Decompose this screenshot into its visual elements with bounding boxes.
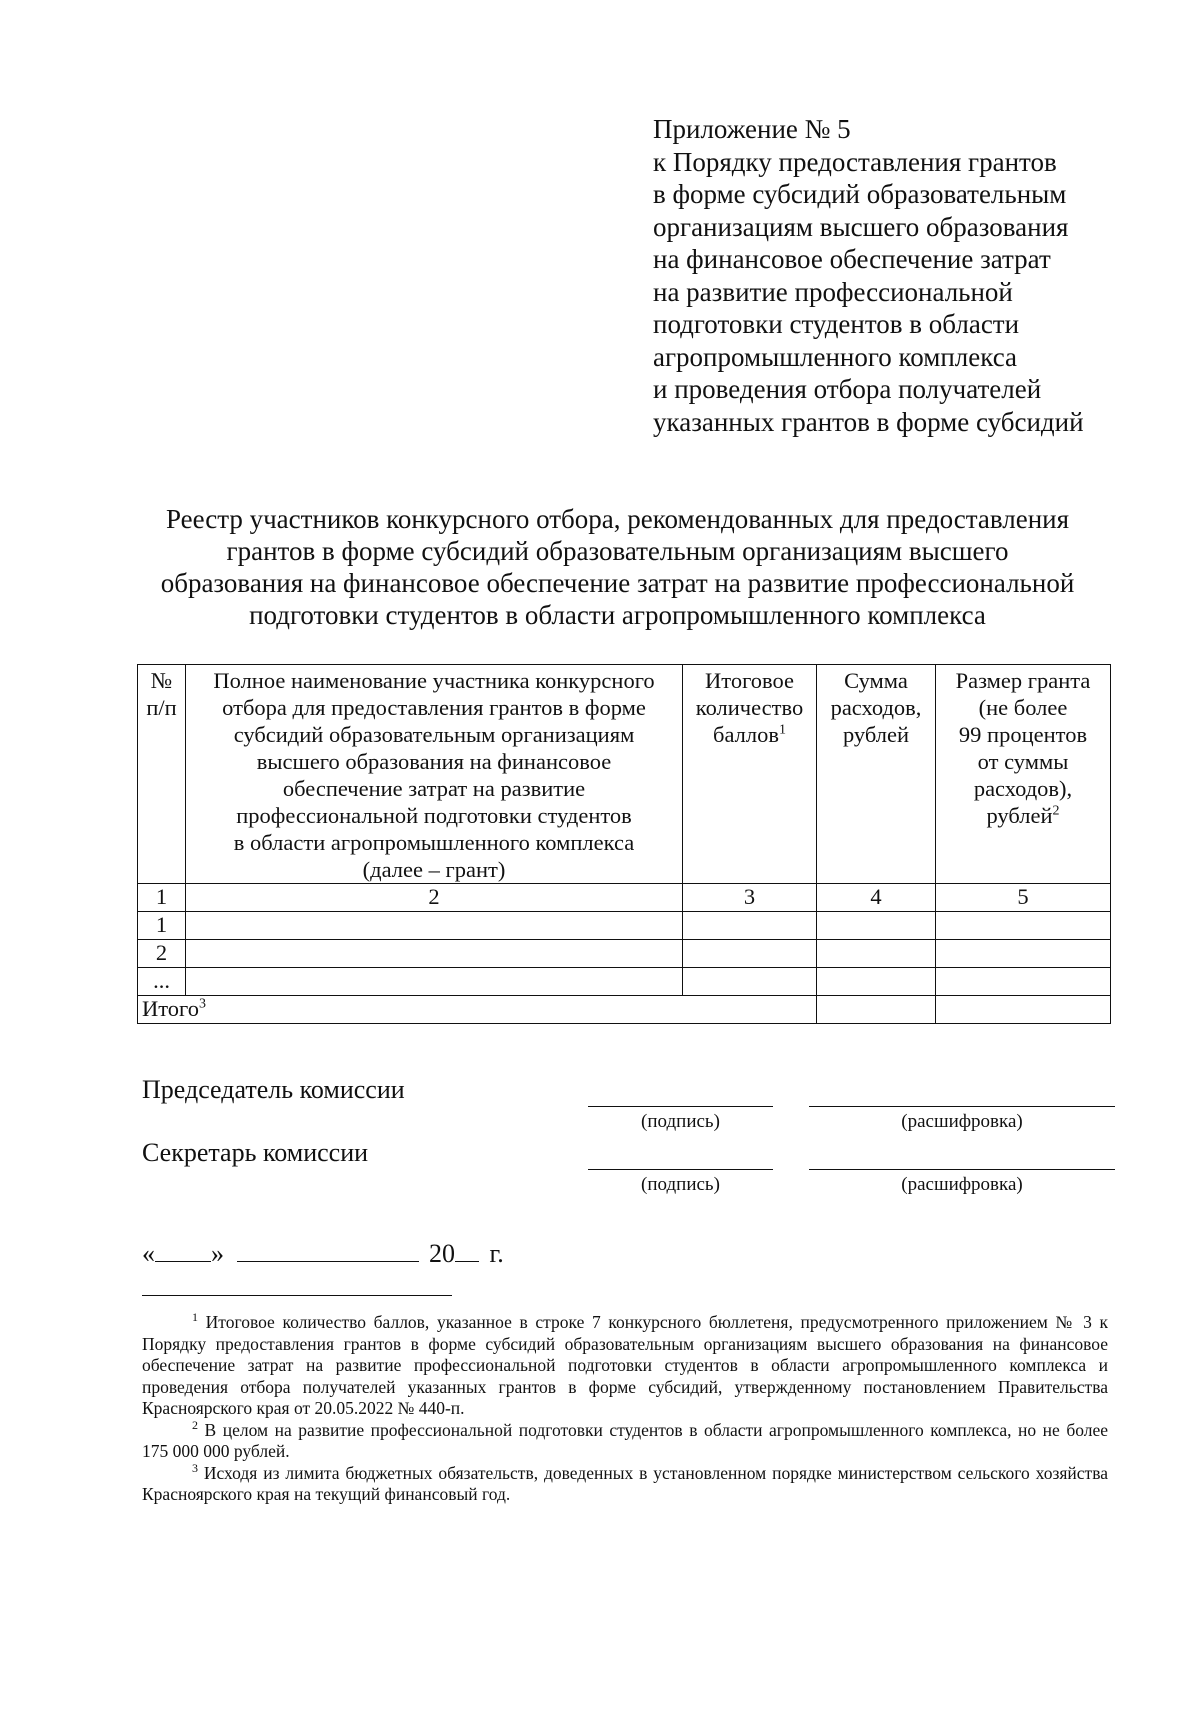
footnote-ref: 2 [1052, 803, 1060, 819]
row-num: ... [138, 968, 186, 996]
appendix-line: в форме субсидий образовательным [653, 179, 1067, 209]
month-blank [237, 1237, 419, 1262]
total-row [138, 996, 1111, 1024]
secretary-decoding-line [809, 1169, 1115, 1170]
registry-title-line: Реестр участников конкурсного отбора, рекомендованных для предоставления [165, 504, 1070, 534]
year-suffix: г. [489, 1239, 504, 1268]
header-expenses: Сумма расходов, рублей [817, 665, 936, 884]
appendix-line: подготовки студентов в области [653, 309, 1020, 339]
total-expenses-cell [817, 996, 936, 1024]
appendix-line: на финансовое обеспечение затрат [653, 244, 1051, 274]
row-name-cell [186, 912, 683, 940]
registry-title-line: подготовки студентов в области агропромышленного комплекса [249, 600, 986, 630]
chairman-signature-caption: (подпись) [641, 1111, 720, 1132]
total-grant-cell [936, 996, 1111, 1024]
row-expenses-cell [817, 968, 936, 996]
footnote-ref: 1 [778, 722, 786, 738]
total-label-cell [138, 996, 817, 1024]
row-num: 2 [138, 940, 186, 968]
chairman-decoding-caption: (расшифровка) [901, 1111, 1023, 1132]
date-open-quote: « [142, 1239, 155, 1268]
table-row [138, 968, 1111, 996]
registry-title-line: образования на финансовое обеспечение затрат на развитие профессиональной [160, 568, 1075, 598]
header-participant-name: Полное наименование участника конкурсного отбора для предоставления грантов в форме субсидий образовательным организациям высшего образования на финансовое обеспечение затрат на развитие профессиональной подготовки студентов в области агропромышленного комплекса (далее – грант) [186, 665, 683, 884]
row-score-cell [683, 912, 817, 940]
footnote [142, 1460, 1108, 1506]
day-blank [155, 1237, 211, 1262]
column-number: 3 [683, 884, 817, 912]
registry-table [137, 664, 1111, 1024]
year-prefix: 20 [429, 1239, 455, 1268]
footnote-text: В целом на развитие профессиональной подготовки студентов в области агропромышленного комплекса, но не более 175 000 000 рублей. [142, 1419, 1109, 1461]
header-score: Итоговое количество баллов$^1$ [683, 665, 817, 884]
appendix-line: на развитие профессиональной [653, 276, 1013, 307]
footnote [142, 1417, 1109, 1463]
chairman-decoding-line [809, 1106, 1115, 1107]
appendix-line: указанных грантов в форме субсидий [653, 406, 1084, 437]
column-number: 1 [138, 884, 186, 912]
footnote-mark: 3 [192, 1460, 198, 1475]
year-blank [455, 1237, 479, 1262]
secretary-signature-caption: (подпись) [641, 1174, 720, 1195]
footnote-text: Итоговое количество баллов, указанное в строке 7 конкурсного бюллетеня, предусмотренного приложением № 3 к Порядку предоставления грантов в форме субсидий образовательным организациям высшего образования на финансовое обеспечение затрат на развитие профессиональной подготовки студентов в области агропромышленного комплекса и проведения отбора получателей указанных грантов в форме субсидий, утвержденному постановлением Правительства Красноярского края от 20.05.2022 № 440-п. [142, 1312, 1109, 1418]
table-header-row [138, 665, 1111, 884]
total-label: Итого [142, 996, 199, 1021]
column-number: 5 [936, 884, 1111, 912]
row-grant-cell [936, 968, 1111, 996]
chairman-signature-line [588, 1106, 773, 1107]
appendix-line: Приложение № 5 [653, 114, 851, 144]
footnote-separator [142, 1295, 452, 1296]
appendix-line: агропромышленного комплекса [653, 341, 1017, 372]
appendix-line: к Порядку предоставления грантов [653, 146, 1057, 177]
column-numbers-row [138, 884, 1111, 912]
row-grant-cell [936, 940, 1111, 968]
column-number: 2 [186, 884, 683, 912]
row-name-cell [186, 940, 683, 968]
header-grant-size: Размер гранта (не более 99 процентов от суммы расходов), рублей$^2$ [936, 665, 1111, 884]
secretary-signature-line [588, 1169, 773, 1170]
footnote-mark: 1 [192, 1310, 198, 1325]
registry-title-line: грантов в форме субсидий образовательным организациям высшего [226, 536, 1009, 566]
footnotes [142, 1312, 1108, 1506]
footnote-mark: 2 [192, 1417, 198, 1432]
row-score-cell [683, 940, 817, 968]
row-expenses-cell [817, 940, 936, 968]
row-name-cell [186, 968, 683, 996]
date-close-quote: » [211, 1239, 224, 1268]
date-line [142, 1237, 504, 1269]
header-num: № п/п [138, 665, 186, 884]
row-score-cell [683, 968, 817, 996]
column-number: 4 [817, 884, 936, 912]
row-num: 1 [138, 912, 186, 940]
table-row [138, 940, 1111, 968]
registry-title [120, 503, 1115, 631]
chairman-label: Председатель комиссии [142, 1075, 405, 1104]
footnote-text: Исходя из лимита бюджетных обязательств, доведенных в установленном порядке министерством сельского хозяйства Красноярского края на текущий финансовый год. [142, 1462, 1108, 1504]
row-expenses-cell [817, 912, 936, 940]
appendix-header [653, 113, 1173, 438]
appendix-line: организациям высшего образования [653, 211, 1069, 242]
secretary-label: Секретарь комиссии [142, 1138, 369, 1167]
table-row [138, 912, 1111, 940]
secretary-decoding-caption: (расшифровка) [901, 1174, 1023, 1195]
row-grant-cell [936, 912, 1111, 940]
appendix-line: и проведения отбора получателей [653, 374, 1042, 404]
footnote [142, 1312, 1108, 1420]
footnote-ref: 3 [198, 996, 206, 1012]
